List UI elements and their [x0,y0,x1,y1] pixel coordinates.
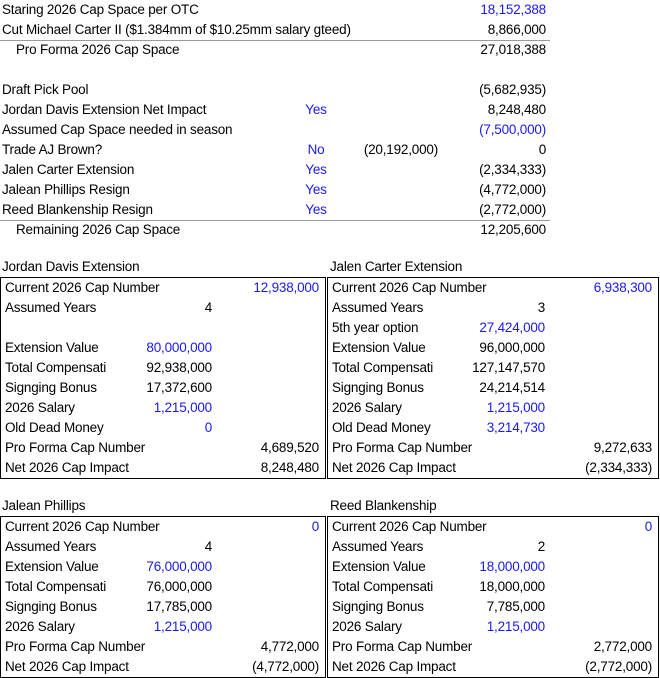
value-cell: 12,205,600 [480,222,546,237]
value-cell: (2,772,000) [479,202,546,217]
mid-value-cell[interactable]: 76,000,000 [146,559,212,574]
mid-value-cell: 2 [537,539,545,554]
table-row [328,378,658,398]
table-title-jalean-phillips: Jalean Phillips [2,498,86,513]
table-row [328,418,658,438]
row-label: Total Compensati [332,579,434,594]
summary-row [0,140,660,160]
right-value-cell[interactable]: 0 [311,519,319,534]
table-row [328,358,658,378]
right-value-cell: (2,772,000) [585,659,652,674]
right-value-cell[interactable]: 12,938,000 [253,280,319,295]
row-label: Net 2026 Cap Impact [332,460,456,475]
right-value-cell[interactable]: 0 [644,519,652,534]
mid-value-cell[interactable]: 0 [204,420,212,435]
table-row [1,597,325,617]
mid-value-cell: 3 [537,300,545,315]
mid-value-cell: 7,785,000 [486,599,545,614]
mid-value-cell[interactable]: 80,000,000 [146,340,212,355]
mid-value-cell[interactable]: 1,215,000 [153,400,212,415]
table-row [1,418,325,438]
value-cell: 8,866,000 [487,22,546,37]
right-value-cell: 2,772,000 [593,639,652,654]
table-row [328,537,658,557]
toggle-cell[interactable]: Yes [305,102,327,117]
row-label: Extension Value [5,340,99,355]
value-cell: (4,772,000) [479,182,546,197]
row-label: Jalen Carter Extension [2,162,135,177]
table-row [1,637,325,657]
row-label: Staring 2026 Cap Space per OTC [2,2,199,17]
value-cell[interactable]: (7,500,000) [479,122,546,137]
row-label: 2026 Salary [332,619,402,634]
mid-value-cell: 18,000,000 [479,579,545,594]
table-row [1,537,325,557]
table-row [1,617,325,637]
row-label: Pro Forma Cap Number [5,639,146,654]
summary-row [0,100,660,120]
mid-value-cell: 92,938,000 [146,360,212,375]
row-label: Assumed Years [5,539,97,554]
row-label: Net 2026 Cap Impact [5,460,129,475]
table-row [328,617,658,637]
row-label: Pro Forma Cap Number [5,440,146,455]
row-label: Current 2026 Cap Number [332,280,487,295]
mid-value-cell: 127,147,570 [472,360,545,375]
right-value-cell: (2,334,333) [585,460,652,475]
row-label: Reed Blankenship Resign [2,202,153,217]
row-label: Signging Bonus [5,380,97,395]
summary-row [0,120,660,140]
value-cell: 27,018,388 [480,42,546,57]
row-label: Jordan Davis Extension Net Impact [2,102,207,117]
row-label: 5th year option [332,320,419,335]
mid-value-cell: 4 [204,539,212,554]
table-row [1,338,325,358]
table-row [1,278,325,298]
table-row [328,517,658,537]
row-label: Current 2026 Cap Number [5,280,160,295]
row-label: Signging Bonus [5,599,97,614]
row-label: Draft Pick Pool [2,82,89,97]
row-label: Signging Bonus [332,599,424,614]
table-row [1,318,325,338]
table-row [328,438,658,458]
row-label: Pro Forma Cap Number [332,440,473,455]
table-row [1,398,325,418]
table-row [328,278,658,298]
summary-row [0,60,660,80]
right-value-cell: 4,689,520 [260,440,319,455]
summary-row [0,20,660,40]
table-title-jordan-davis-extension: Jordan Davis Extension [2,259,140,274]
table-jalean-phillips [0,516,326,678]
value-cell[interactable]: 18,152,388 [480,2,546,17]
value-cell: 0 [538,142,546,157]
summary-row [0,160,660,180]
table-row [328,398,658,418]
row-label: Cut Michael Carter II ($1.384mm of $10.25mm salary gteed) [2,22,351,37]
row-label: 2026 Salary [332,400,402,415]
summary-row [0,220,660,240]
row-label: Signging Bonus [332,380,424,395]
secondary-value-cell: (20,192,000) [363,142,438,157]
table-row [1,517,325,537]
table-row [328,557,658,577]
table-reed-blankenship [327,516,659,678]
table-row [328,458,658,478]
right-value-cell: (4,772,000) [252,659,319,674]
row-label: Assumed Years [332,539,424,554]
row-label: Assumed Years [5,300,97,315]
mid-value-cell: 76,000,000 [146,579,212,594]
table-row [328,597,658,617]
row-label: Old Dead Money [5,420,104,435]
table-row [1,577,325,597]
row-label: Extension Value [332,340,426,355]
row-label: Assumed Years [332,300,424,315]
table-row [1,438,325,458]
row-label: Total Compensati [5,360,107,375]
summary-row [0,0,660,20]
mid-value-cell: 17,785,000 [146,599,212,614]
mid-value-cell: 4 [204,300,212,315]
table-row [328,318,658,338]
value-cell: 8,248,480 [487,102,546,117]
table-row [1,657,325,677]
row-label: Pro Forma Cap Number [332,639,473,654]
table-row [328,637,658,657]
right-value-cell: 9,272,633 [593,440,652,455]
row-label: Old Dead Money [332,420,431,435]
summary-row [0,40,660,60]
table-row [1,557,325,577]
summary-row [0,180,660,200]
mid-value-cell: 24,214,514 [479,380,545,395]
value-cell: (2,334,333) [479,162,546,177]
toggle-cell[interactable]: Yes [305,202,327,217]
mid-value-cell[interactable]: 18,000,000 [479,559,545,574]
value-cell: (5,682,935) [479,82,546,97]
row-label: Total Compensati [332,360,434,375]
row-label: Jalean Phillips Resign [2,182,130,197]
summary-row [0,80,660,100]
mid-value-cell: 96,000,000 [479,340,545,355]
row-label: Current 2026 Cap Number [332,519,487,534]
mid-value-cell: 17,372,600 [146,380,212,395]
table-row [328,338,658,358]
right-value-cell[interactable]: 6,938,300 [593,280,652,295]
row-label: 2026 Salary [5,400,75,415]
right-value-cell: 4,772,000 [260,639,319,654]
toggle-cell[interactable]: No [307,142,325,157]
row-label: Net 2026 Cap Impact [5,659,129,674]
row-label: Pro Forma 2026 Cap Space [16,42,180,57]
mid-value-cell[interactable]: 1,215,000 [153,619,212,634]
table-row [328,577,658,597]
table-row [1,458,325,478]
table-row [328,657,658,677]
toggle-cell[interactable]: Yes [305,182,327,197]
row-label: Net 2026 Cap Impact [332,659,456,674]
right-value-cell: 8,248,480 [260,460,319,475]
mid-value-cell[interactable]: 3,214,730 [486,420,545,435]
row-label: Extension Value [5,559,99,574]
mid-value-cell[interactable]: 27,424,000 [479,320,545,335]
mid-value-cell[interactable]: 1,215,000 [486,619,545,634]
table-row [328,298,658,318]
mid-value-cell[interactable]: 1,215,000 [486,400,545,415]
table-jordan-davis-extension [0,277,326,479]
table-jalen-carter-extension [327,277,659,479]
row-label: Assumed Cap Space needed in season [2,122,233,137]
row-label: Trade AJ Brown? [2,142,103,157]
table-title-reed-blankenship: Reed Blankenship [330,498,437,513]
summary-row [0,200,660,220]
table-row [1,298,325,318]
table-row [1,358,325,378]
table-title-jalen-carter-extension: Jalen Carter Extension [330,259,463,274]
row-label: 2026 Salary [5,619,75,634]
cap-summary-section [0,0,660,240]
toggle-cell[interactable]: Yes [305,162,327,177]
row-label: Total Compensati [5,579,107,594]
row-label: Extension Value [332,559,426,574]
table-row [1,378,325,398]
row-label: Remaining 2026 Cap Space [16,222,181,237]
row-label: Current 2026 Cap Number [5,519,160,534]
